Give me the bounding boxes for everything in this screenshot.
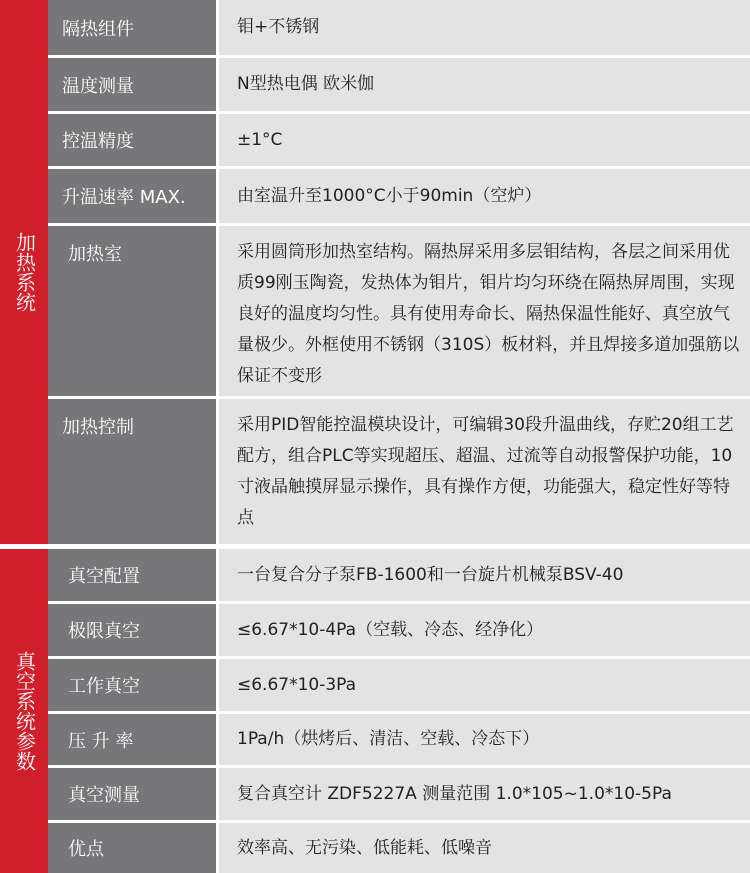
row-key: 极限真空 xyxy=(48,604,216,656)
table-row xyxy=(48,659,750,714)
table-row xyxy=(48,226,750,399)
table-row xyxy=(48,549,750,604)
row-value: 由室温升至1000°C小于90min（空炉） xyxy=(219,169,750,223)
table-row xyxy=(48,169,750,226)
section-vacuum xyxy=(0,549,750,873)
row-value: 复合真空计 ZDF5227A 测量范围 1.0*105~1.0*10-5Pa xyxy=(219,768,750,820)
row-value: 效率高、无污染、低能耗、低噪音 xyxy=(219,823,750,873)
table-row xyxy=(48,399,750,544)
section-label-heating: 加热系统 xyxy=(0,0,48,544)
table-row xyxy=(48,114,750,169)
row-value: 1Pa/h（烘烤后、清洁、空载、冷态下） xyxy=(219,714,750,765)
row-value: 钼+不锈钢 xyxy=(219,0,750,55)
row-key: 加热室 xyxy=(48,226,216,396)
row-key: 压 升 率 xyxy=(48,714,216,765)
row-value: 采用圆筒形加热室结构。隔热屏采用多层钼结构，各层之间采用优质99刚玉陶瓷，发热体为钼片，钼片均匀环绕在隔热屏周围，实现良好的温度均匀性。具有使用寿命长、隔热保温性能好、真空放气量极少。外框使用不锈钢（310S）板材料，并且焊接多道加强筋以保证不变形 xyxy=(219,226,750,396)
row-value: 一台复合分子泵FB-1600和一台旋片机械泵BSV-40 xyxy=(219,549,750,601)
row-value: N型热电偶 欧米伽 xyxy=(219,58,750,111)
row-key: 真空配置 xyxy=(48,549,216,601)
table-row xyxy=(48,604,750,659)
row-key: 加热控制 xyxy=(48,399,216,544)
section-label-vacuum: 真空系统参数 xyxy=(0,549,48,873)
row-key: 升温速率 MAX. xyxy=(48,169,216,223)
row-value: ±1°C xyxy=(219,114,750,166)
section-rows-vacuum xyxy=(48,549,750,873)
row-value: ≤6.67*10-4Pa（空载、冷态、经净化） xyxy=(219,604,750,656)
row-key: 控温精度 xyxy=(48,114,216,166)
row-key: 温度测量 xyxy=(48,58,216,111)
section-rows-heating xyxy=(48,0,750,544)
table-row xyxy=(48,0,750,58)
row-key: 优点 xyxy=(48,823,216,873)
table-row xyxy=(48,768,750,823)
table-row xyxy=(48,58,750,114)
table-row xyxy=(48,714,750,768)
row-key: 真空测量 xyxy=(48,768,216,820)
row-value: ≤6.67*10-3Pa xyxy=(219,659,750,711)
row-key: 隔热组件 xyxy=(48,0,216,55)
row-value: 采用PID智能控温模块设计，可编辑30段升温曲线，存贮20组工艺配方，组合PLC等实现超压、超温、过流等自动报警保护功能，10寸液晶触摸屏显示操作，具有操作方便，功能强大，稳定性好等特点 xyxy=(219,399,750,544)
table-row xyxy=(48,823,750,873)
row-key: 工作真空 xyxy=(48,659,216,711)
